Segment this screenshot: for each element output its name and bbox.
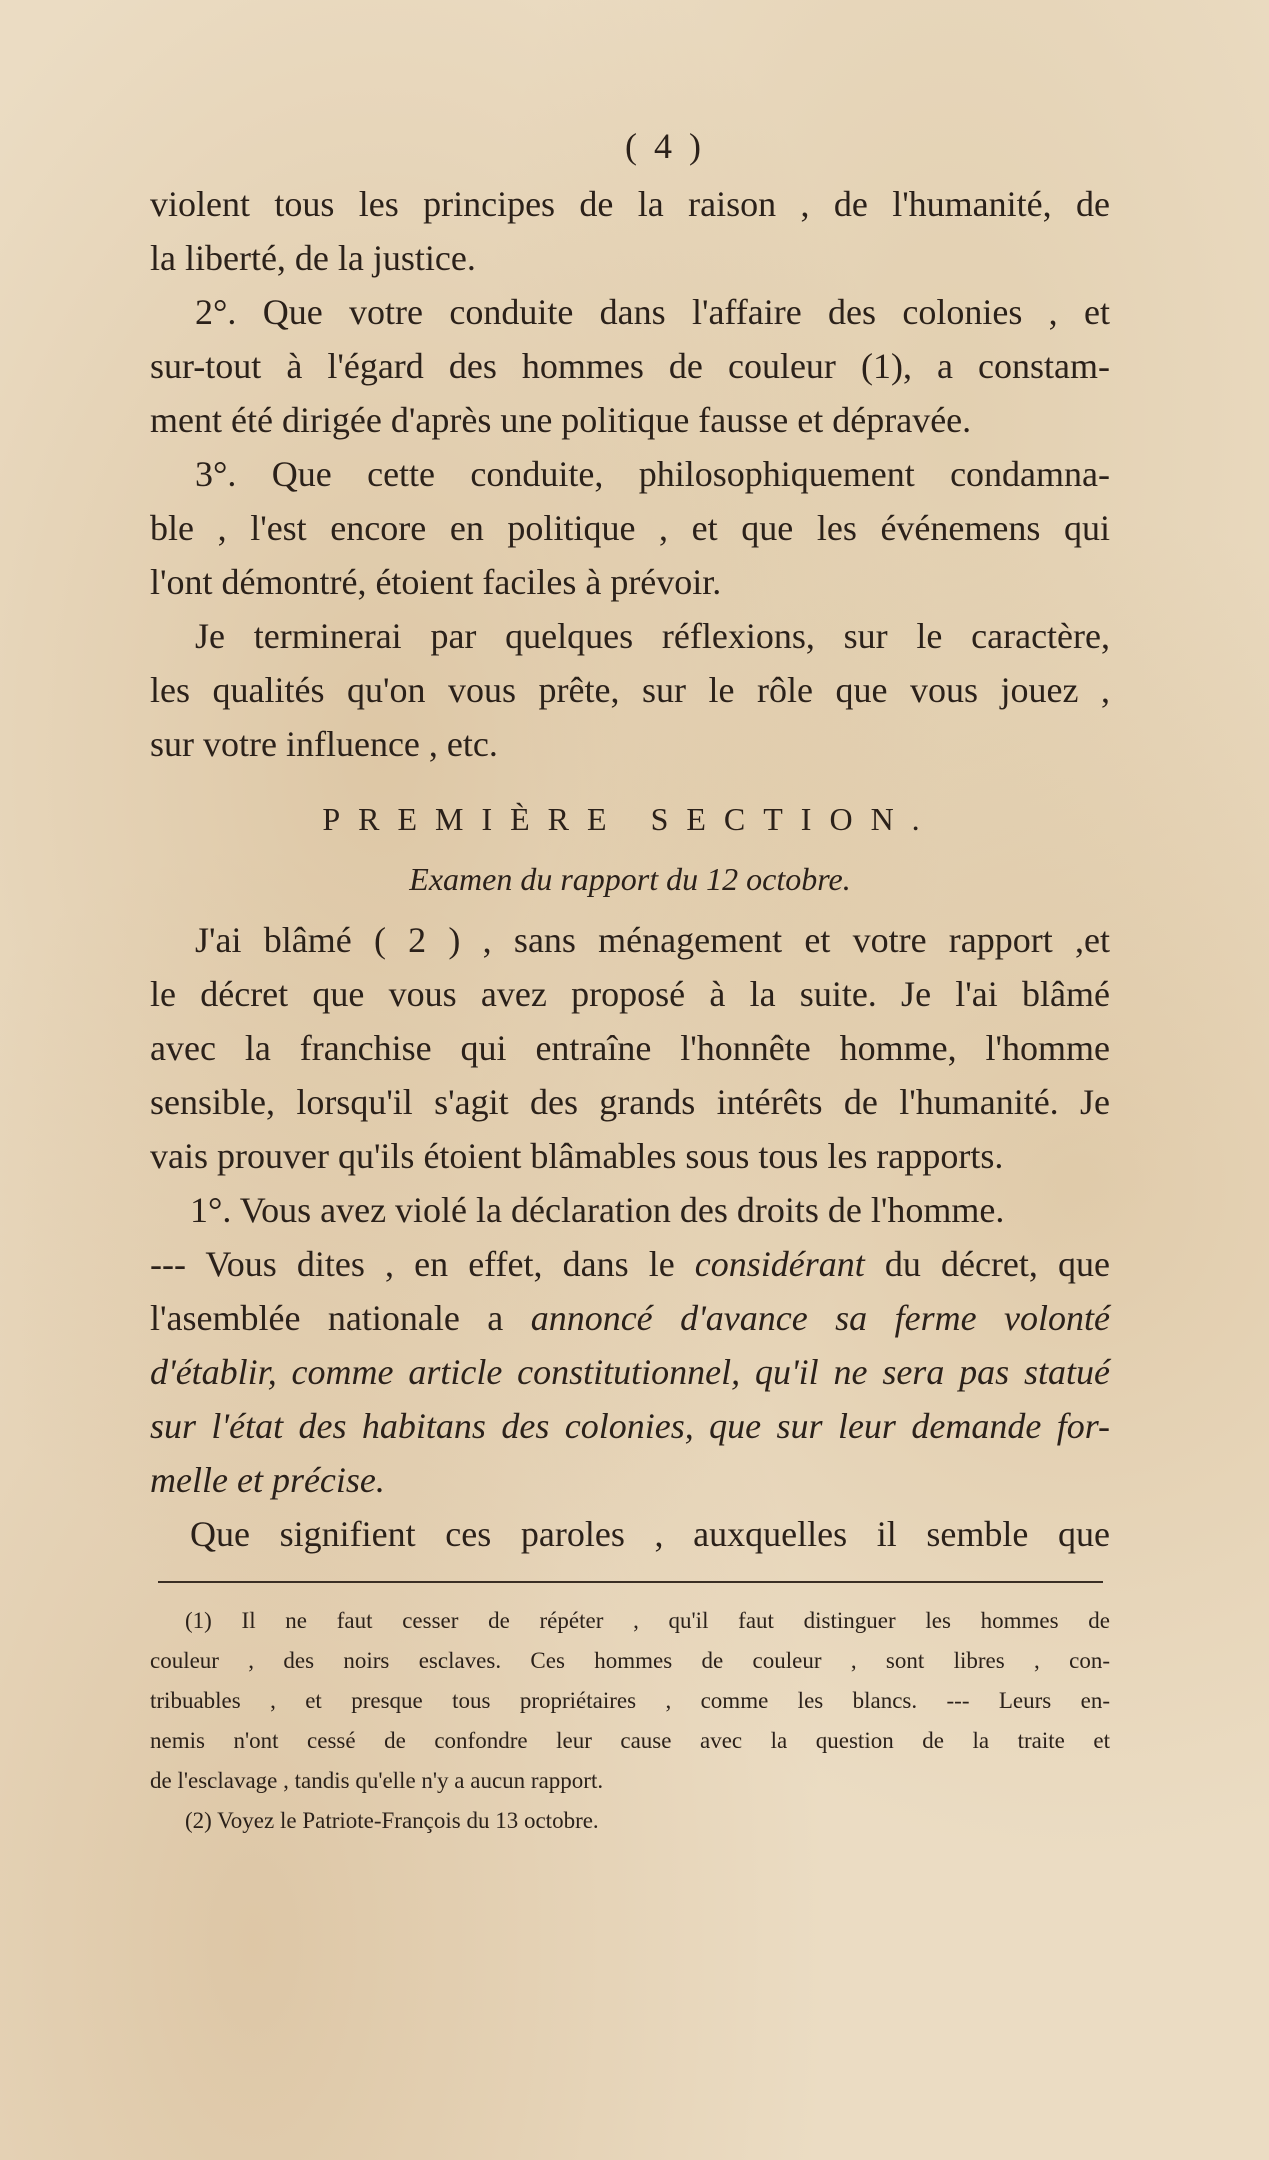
text-line: 2°. Que votre conduite dans l'affaire des colonies , et	[195, 292, 1110, 332]
footnote-line: (1) Il ne faut cesser de répéter , qu'il faut distinguer les hommes de	[185, 1608, 1110, 1633]
text-line: sur votre influence , etc.	[150, 724, 498, 764]
page-number: ( 4 )	[625, 126, 705, 166]
text-line: avec la franchise qui entraîne l'honnête homme, l'homme	[150, 1028, 1110, 1068]
text-line: sensible, lorsqu'il s'agit des grands intérêts de l'humanité. Je	[150, 1082, 1110, 1122]
text-line: ment été dirigée d'après une politique fausse et dépravée.	[150, 400, 972, 440]
section-subtitle: Examen du rapport du 12 octobre.	[409, 861, 851, 897]
text-run: l'asemblée nationale a	[150, 1298, 531, 1338]
text-line: ble , l'est encore en politique , et que les événemens qui	[150, 508, 1110, 548]
text-run: du décret, que	[864, 1244, 1110, 1284]
section-heading: PREMIÈRE SECTION.	[322, 801, 938, 837]
text-line: Que signifient ces paroles , auxquelles il semble que	[190, 1514, 1110, 1554]
footnote-line: nemis n'ont cessé de confondre leur cause avec la question de la traite et	[150, 1728, 1110, 1753]
italic-run: annoncé d'avance sa ferme volonté	[530, 1298, 1111, 1338]
italic-run: considérant	[694, 1244, 865, 1284]
footnote-line: tribuables , et presque tous propriétaires , comme les blancs. --- Leurs en-	[150, 1688, 1110, 1713]
text-line: J'ai blâmé ( 2 ) , sans ménagement et votre rapport ,et	[195, 920, 1110, 960]
text-line: violent tous les principes de la raison , de l'humanité, de	[150, 184, 1110, 224]
footnotes	[150, 1601, 1110, 1841]
text-line: la liberté, de la justice.	[150, 238, 476, 278]
footnote-line: couleur , des noirs esclaves. Ces hommes de couleur , sont libres , con-	[150, 1648, 1110, 1673]
footnote-line: de l'esclavage , tandis qu'elle n'y a aucun rapport.	[150, 1768, 604, 1793]
text-run: --- Vous dites , en effet, dans le	[150, 1244, 695, 1284]
text-line-mixed	[150, 1291, 1110, 1345]
text-line: le décret que vous avez proposé à la suite. Je l'ai blâmé	[150, 974, 1110, 1014]
intro-paragraphs	[150, 177, 1110, 771]
footnote-divider	[158, 1581, 1103, 1583]
italic-line: sur l'état des habitans des colonies, que sur leur demande for-	[150, 1406, 1110, 1446]
text-line: Je terminerai par quelques réflexions, sur le caractère,	[195, 616, 1110, 656]
text-line: sur-tout à l'égard des hommes de couleur (1), a constam-	[150, 346, 1110, 386]
text-line: les qualités qu'on vous prête, sur le rôle que vous jouez ,	[150, 670, 1110, 710]
text-line-mixed	[150, 1237, 1110, 1291]
footnote-line: (2) Voyez le Patriote-François du 13 octobre.	[185, 1808, 599, 1833]
italic-line: d'établir, comme article constitutionnel, qu'il ne sera pas statué	[150, 1352, 1110, 1392]
text-line: l'ont démontré, étoient faciles à prévoir.	[150, 562, 722, 602]
body-paragraphs	[150, 913, 1110, 1561]
text-line: vais prouver qu'ils étoient blâmables sous tous les rapports.	[150, 1136, 1004, 1176]
text-line: 3°. Que cette conduite, philosophiquement condamna-	[195, 454, 1110, 494]
text-line: 1°. Vous avez violé la déclaration des droits de l'homme.	[190, 1190, 1005, 1230]
italic-line: melle et précise.	[150, 1460, 385, 1500]
text-block	[150, 125, 1110, 1841]
